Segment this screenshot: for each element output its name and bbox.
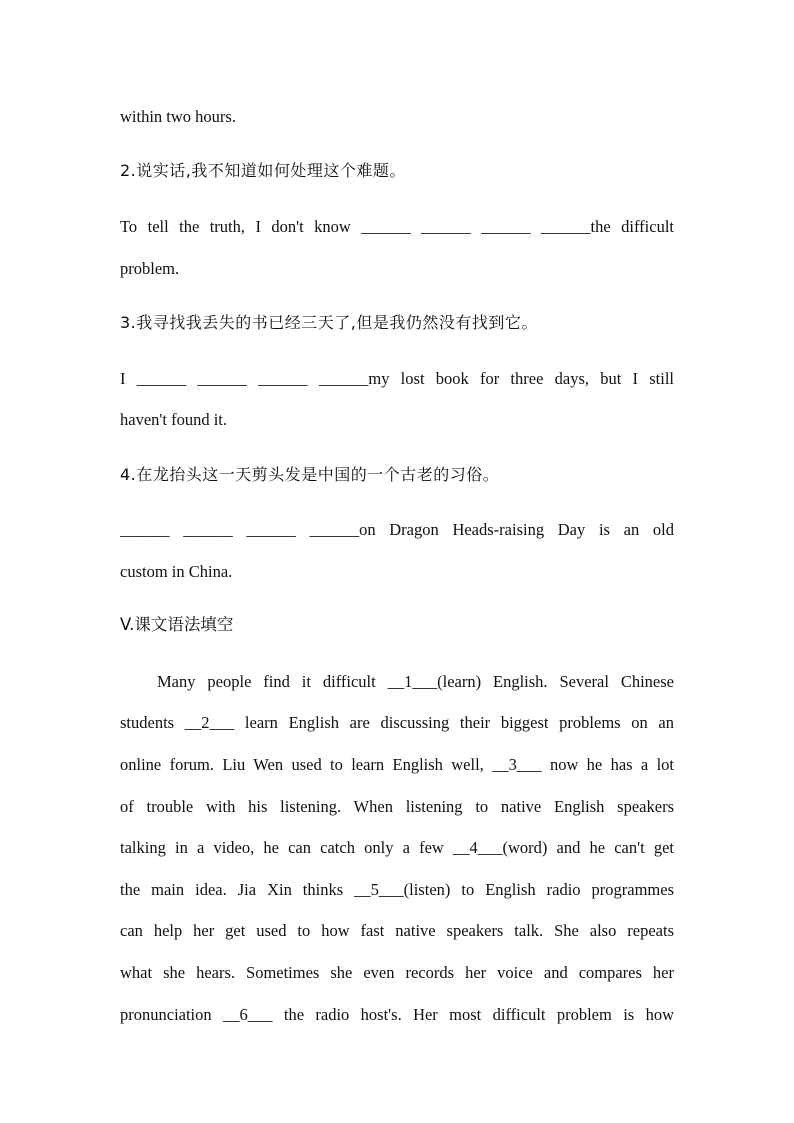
question-3-english-line-2: haven't found it.: [120, 410, 227, 429]
passage-line: talking in a video, he can catch only a few __4___(word) and he can't get: [120, 838, 674, 857]
question-3-english-line-1: I ______ ______ ______ ______my lost book for three days, but I still: [120, 369, 674, 388]
question-4-chinese: [120, 464, 674, 486]
passage-line: of trouble with his listening. When listening to native English speakers: [120, 797, 674, 816]
passage-line: what she hears. Sometimes she even records her voice and compares her: [120, 963, 674, 982]
question-4-english-line-1: ______ ______ ______ ______on Dragon Heads-raising Day is an old: [120, 520, 674, 539]
question-number: 3.: [120, 313, 137, 332]
passage-line: Many people find it difficult __1___(learn) English. Several Chinese: [157, 672, 674, 691]
passage-line: pronunciation __6___ the radio host's. Her most difficult problem is how: [120, 1005, 674, 1024]
question-number: 2.: [120, 161, 137, 180]
passage-line: online forum. Liu Wen used to learn English well, __3___ now he has a lot: [120, 755, 674, 774]
question-2-chinese: [120, 160, 674, 182]
question-3-chinese: [120, 312, 674, 334]
chinese-sentence: 说实话,我不知道如何处理这个难题。: [136, 161, 406, 180]
text-line-within-two-hours: within two hours.: [120, 107, 236, 126]
chinese-sentence: 我寻找我丢失的书已经三天了,但是我仍然没有找到它。: [136, 313, 538, 332]
passage-line: can help her get used to how fast native speakers talk. She also repeats: [120, 921, 674, 940]
question-4-english-line-2: custom in China.: [120, 562, 233, 581]
question-2-english-line-1: To tell the truth, I don't know ______ ______ ______ ______the difficult: [120, 217, 674, 236]
passage-line: the main idea. Jia Xin thinks __5___(listen) to English radio programmes: [120, 880, 674, 899]
chinese-sentence: 在龙抬头这一天剪头发是中国的一个古老的习俗。: [136, 465, 500, 484]
question-2-english-line-2: problem.: [120, 259, 180, 278]
passage-line: students __2___ learn English are discussing their biggest problems on an: [120, 713, 674, 732]
section-v-title: V.课文语法填空: [120, 615, 234, 634]
question-number: 4.: [120, 465, 137, 484]
